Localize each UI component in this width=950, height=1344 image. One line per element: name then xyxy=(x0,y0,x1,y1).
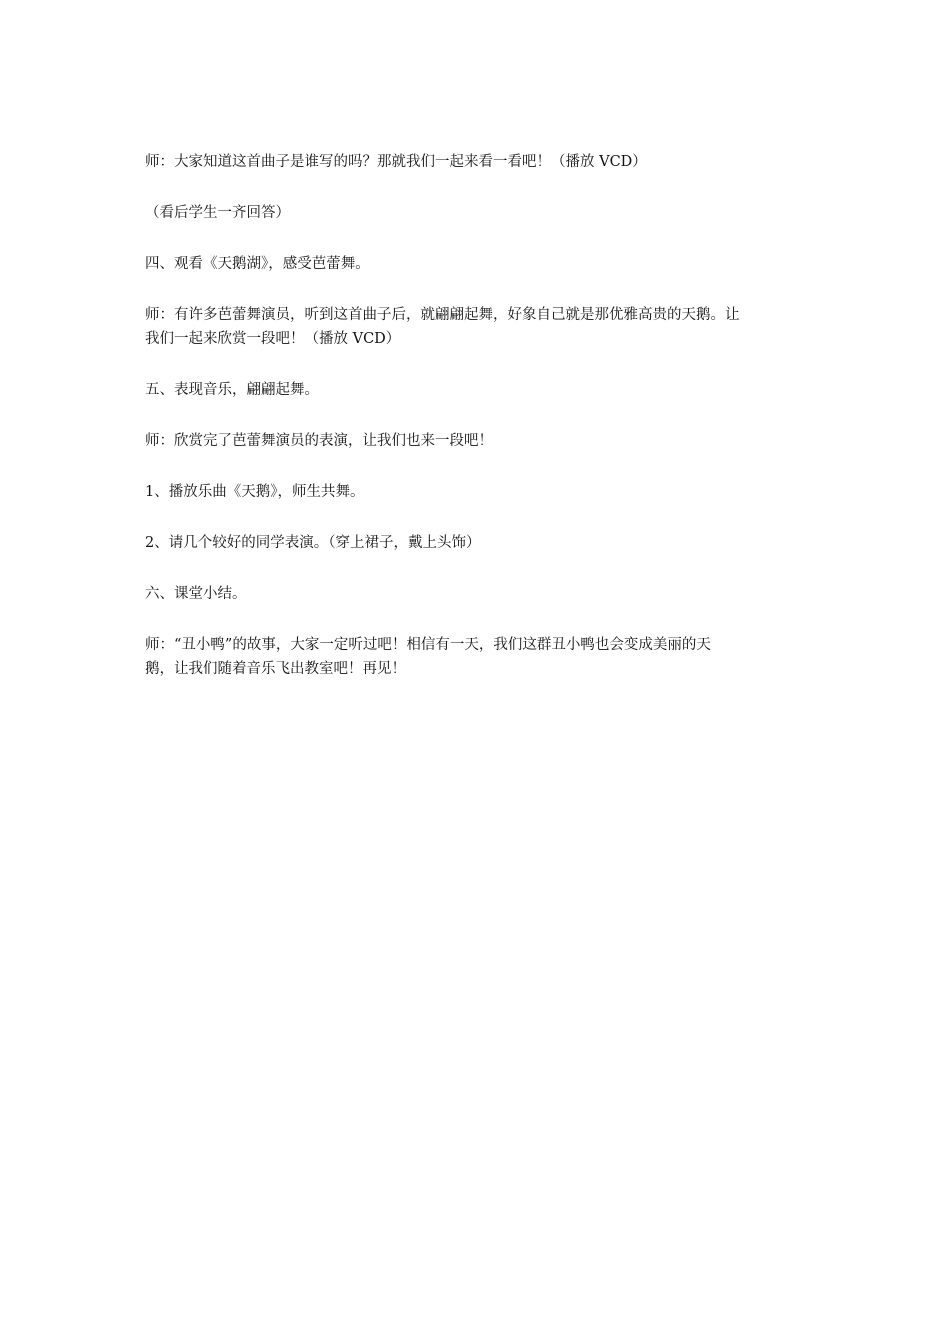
text-line: 师：“丑小鸭”的故事，大家一定听过吧！相信有一天，我们这群丑小鸭也会变成美丽的天 xyxy=(145,637,711,653)
text-line: 我们一起来欣赏一段吧！（播放 VCD） xyxy=(145,331,401,347)
paragraph-teacher-perform xyxy=(145,429,810,453)
paragraph-ballet-intro xyxy=(145,303,810,351)
text-line: 鹅，让我们随着音乐飞出教室吧！再见！ xyxy=(145,661,406,677)
paragraph-students-answer xyxy=(145,201,810,225)
text-line: （看后学生一齐回答） xyxy=(145,205,290,221)
section-heading-6 xyxy=(145,582,810,606)
document-body xyxy=(145,150,810,708)
text-line: 2、请几个较好的同学表演。（穿上裙子，戴上头饰） xyxy=(145,535,481,551)
text-line: 师：有许多芭蕾舞演员，听到这首曲子后，就翩翩起舞，好象自己就是那优雅高贵的天鹅。让 xyxy=(145,307,740,323)
section-heading-5 xyxy=(145,378,810,402)
paragraph-teacher-question xyxy=(145,150,810,174)
text-line: 四、观看《天鹅湖》，感受芭蕾舞。 xyxy=(145,256,370,272)
list-item-2 xyxy=(145,531,810,555)
paragraph-closing xyxy=(145,633,810,681)
section-heading-4 xyxy=(145,252,810,276)
text-line: 六、课堂小结。 xyxy=(145,586,247,602)
text-line: 师：大家知道这首曲子是谁写的吗？那就我们一起来看一看吧！（播放 VCD） xyxy=(145,154,647,170)
text-line: 师：欣赏完了芭蕾舞演员的表演，让我们也来一段吧！ xyxy=(145,433,493,449)
text-line: 1、播放乐曲《天鹅》，师生共舞。 xyxy=(145,484,365,500)
list-item-1 xyxy=(145,480,810,504)
text-line: 五、表现音乐，翩翩起舞。 xyxy=(145,382,319,398)
